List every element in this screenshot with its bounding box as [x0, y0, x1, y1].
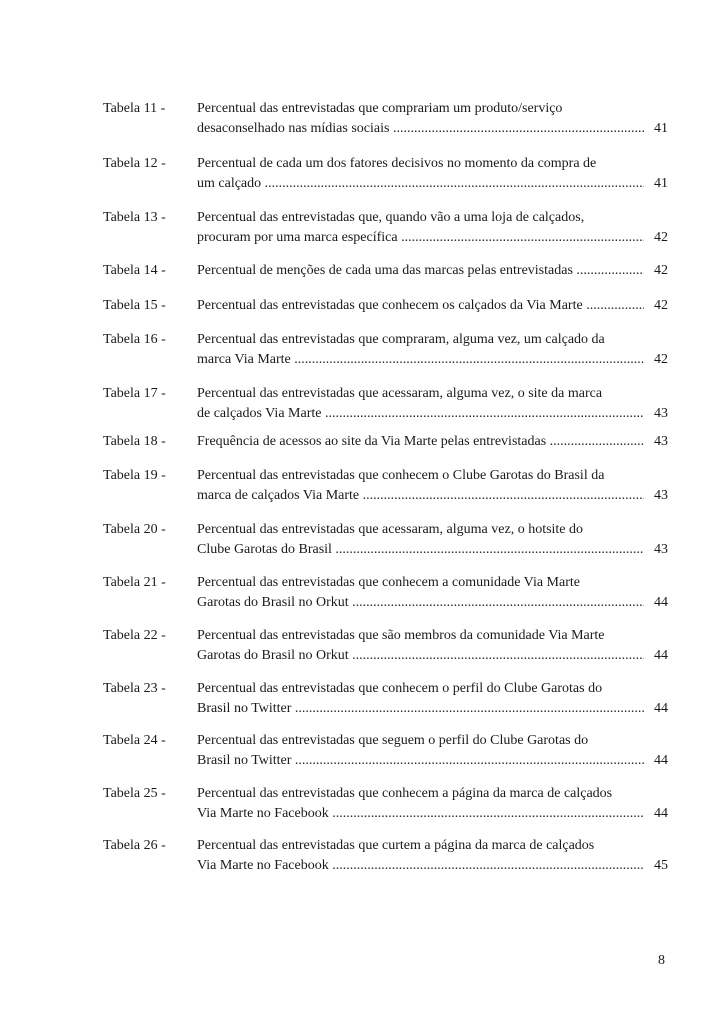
entry-title-line2: Brasil no Twitter ..... [197, 699, 644, 719]
entry-title-line2: um calçado ..... [197, 174, 644, 194]
entry-page: 43 [644, 540, 668, 560]
entry-title-line2: Via Marte no Facebook ..... [197, 856, 644, 876]
entry-label: Tabela 23 - [103, 681, 166, 696]
entry-title-line2: de calçados Via Marte ..... [197, 404, 644, 424]
entry-title-line1: Percentual das entrevistadas que comprariam um produto/serviço [197, 101, 563, 116]
entry-page: 42 [644, 261, 668, 281]
entry-page: 41 [644, 174, 668, 194]
entry-label: Tabela 18 - [103, 434, 166, 449]
entry-label: Tabela 11 - [103, 101, 166, 116]
entry-label: Tabela 16 - [103, 332, 166, 347]
entry-title-line1: Percentual das entrevistadas que, quando vão a uma loja de calçados, [197, 210, 585, 225]
entry-label: Tabela 26 - [103, 838, 166, 853]
entry-page: 43 [644, 486, 668, 506]
entry-page: 43 [644, 404, 668, 424]
entry-title-line1: Percentual das entrevistadas que conhecem a comunidade Via Marte [197, 575, 580, 590]
entry-title-line1: Percentual das entrevistadas que seguem o perfil do Clube Garotas do [197, 733, 589, 748]
page-number: 8 [658, 953, 665, 968]
entry-label: Tabela 20 - [103, 522, 166, 537]
entry-label: Tabela 12 - [103, 156, 166, 171]
entry-title-line1: Percentual das entrevistadas que compraram, alguma vez, um calçado da [197, 332, 605, 347]
entry-label: Tabela 17 - [103, 386, 166, 401]
entry-title-line1: Percentual das entrevistadas que são membros da comunidade Via Marte [197, 628, 605, 643]
entry-page: 41 [644, 119, 668, 139]
entry-page: 44 [644, 593, 668, 613]
entry-page: 42 [644, 350, 668, 370]
entry-title: Percentual das entrevistadas que conhecem os calçados da Via Marte ..... [197, 296, 644, 316]
entry-page: 44 [644, 646, 668, 666]
entry-label: Tabela 14 - [103, 263, 166, 278]
entry-title-line2: Garotas do Brasil no Orkut ..... [197, 646, 644, 666]
entry-title-line1: Percentual das entrevistadas que conhecem a página da marca de calçados [197, 786, 613, 801]
entry-label: Tabela 21 - [103, 575, 166, 590]
entry-title-line2: desaconselhado nas mídias sociais ..... [197, 119, 644, 139]
entry-page: 42 [644, 296, 668, 316]
entry-page: 44 [644, 804, 668, 824]
entry-page: 43 [644, 432, 668, 452]
entry-page: 42 [644, 228, 668, 248]
entry-title-line1: Percentual das entrevistadas que acessaram, alguma vez, o hotsite do [197, 522, 584, 537]
entry-page: 44 [644, 751, 668, 771]
entry-title-line2: Clube Garotas do Brasil ..... [197, 540, 644, 560]
entry-title-line1: Percentual das entrevistadas que conhecem o perfil do Clube Garotas do [197, 681, 603, 696]
entry-label: Tabela 13 - [103, 210, 166, 225]
entry-title-line2: marca de calçados Via Marte ..... [197, 486, 644, 506]
entry-title: Frequência de acessos ao site da Via Marte pelas entrevistadas ..... [197, 432, 644, 452]
entry-title-line2: marca Via Marte ..... [197, 350, 644, 370]
entry-title-line2: procuram por uma marca específica ..... [197, 228, 644, 248]
entry-label: Tabela 19 - [103, 468, 166, 483]
entry-title-line2: Brasil no Twitter ..... [197, 751, 644, 771]
entry-title-line1: Percentual das entrevistadas que acessaram, alguma vez, o site da marca [197, 386, 603, 401]
entry-title-line1: Percentual das entrevistadas que curtem a página da marca de calçados [197, 838, 595, 853]
entry-title-line2: Garotas do Brasil no Orkut ..... [197, 593, 644, 613]
entry-label: Tabela 15 - [103, 298, 166, 313]
entry-label: Tabela 25 - [103, 786, 166, 801]
entry-title-line1: Percentual de cada um dos fatores decisivos no momento da compra de [197, 156, 597, 171]
entry-title-line1: Percentual das entrevistadas que conhecem o Clube Garotas do Brasil da [197, 468, 605, 483]
entry-title: Percentual de menções de cada uma das marcas pelas entrevistadas ..... [197, 261, 644, 281]
entry-title-line2: Via Marte no Facebook ..... [197, 804, 644, 824]
entry-label: Tabela 24 - [103, 733, 166, 748]
entry-page: 45 [644, 856, 668, 876]
entry-label: Tabela 22 - [103, 628, 166, 643]
entry-page: 44 [644, 699, 668, 719]
